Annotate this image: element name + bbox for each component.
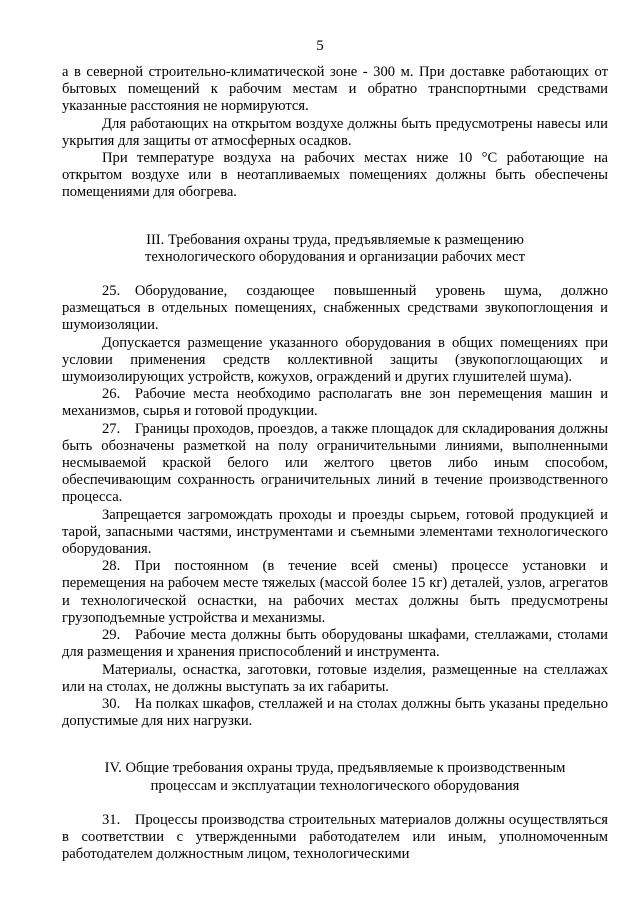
paragraph: а в северной строительно-климатической зоне - 300 м. При доставке работающих от бытовых помещений к рабочим местам и обратно транспортными средствами указанные расстояния не нормируются.	[62, 64, 608, 115]
paragraph: 30. На полках шкафов, стеллажей и на столах должны быть указаны предельно допустимые для них нагрузки.	[62, 695, 608, 730]
paragraph: 26. Рабочие места необходимо располагать вне зон перемещения машин и механизмов, сырья и готовой продукции.	[62, 386, 608, 420]
paragraph: Запрещается загромождать проходы и проезды сырьем, готовой продукцией и тарой, запасными частями, инструментами и съемными элементами технологического оборудования.	[62, 506, 608, 558]
section-heading-line: IV. Общие требования охраны труда, предъявляемые к производственным	[104, 760, 566, 777]
section-heading-line: процессам и эксплуатации технологического оборудования	[150, 777, 520, 794]
paragraph: Материалы, оснастка, заготовки, готовые изделия, размещенные на стеллажах или на столах, не должны выступать за их габариты.	[62, 661, 608, 695]
paragraph: 29. Рабочие места должны быть оборудованы шкафами, стеллажами, столами для размещения и хранения приспособлений и инструмента.	[62, 627, 608, 661]
paragraph: При температуре воздуха на рабочих местах ниже 10 °С работающие на открытом воздухе или в неотапливаемых помещениях должны быть обеспечены помещениями для обогрева.	[62, 150, 608, 201]
section-heading-line: технологического оборудования и организации рабочих мест	[144, 248, 526, 265]
paragraph: 28. При постоянном (в течение всей смены) процессе установки и перемещения на рабочем месте тяжелых (массой более 15 кг) деталей, узлов, агрегатов и технологической оснастки, на рабочих местах должны быть предусмотрены грузоподъемные устройства и механизмы.	[62, 558, 608, 626]
section-heading-iii	[62, 232, 608, 266]
page-number: 5	[316, 38, 324, 54]
paragraph: 25. Оборудование, создающее повышенный уровень шума, должно размещаться в отдельных помещениях, снабженных средствами звукопоглощения и шумоизоляции.	[62, 283, 608, 334]
paragraph: Допускается размещение указанного оборудования в общих помещениях при условии применения средств коллективной защиты (звукопоглощающих и шумоизолирующих устройств, кожухов, ограждений и других глушителей шума).	[62, 334, 608, 386]
section-heading-line: III. Требования охраны труда, предъявляемые к размещению	[146, 231, 524, 248]
paragraph: 31. Процессы производства строительных материалов должны осуществляться в соответствии с утвержденными работодателем или иным, уполномоченным работодателем должностным лицом, технологическими	[62, 811, 608, 863]
document-body	[62, 64, 608, 863]
section-heading-iv	[62, 760, 608, 794]
paragraph: Для работающих на открытом воздухе должны быть предусмотрены навесы или укрытия для защиты от атмосферных осадков.	[62, 115, 608, 149]
paragraph: 27. Границы проходов, проездов, а также площадок для складирования должны быть обозначены разметкой на полу ограничительными линиями, выполненными несмываемой краской белого или желтого цветов либо иным способом, обеспечивающим сохранность ограничительных линий в течение производственного процесса.	[62, 420, 608, 506]
